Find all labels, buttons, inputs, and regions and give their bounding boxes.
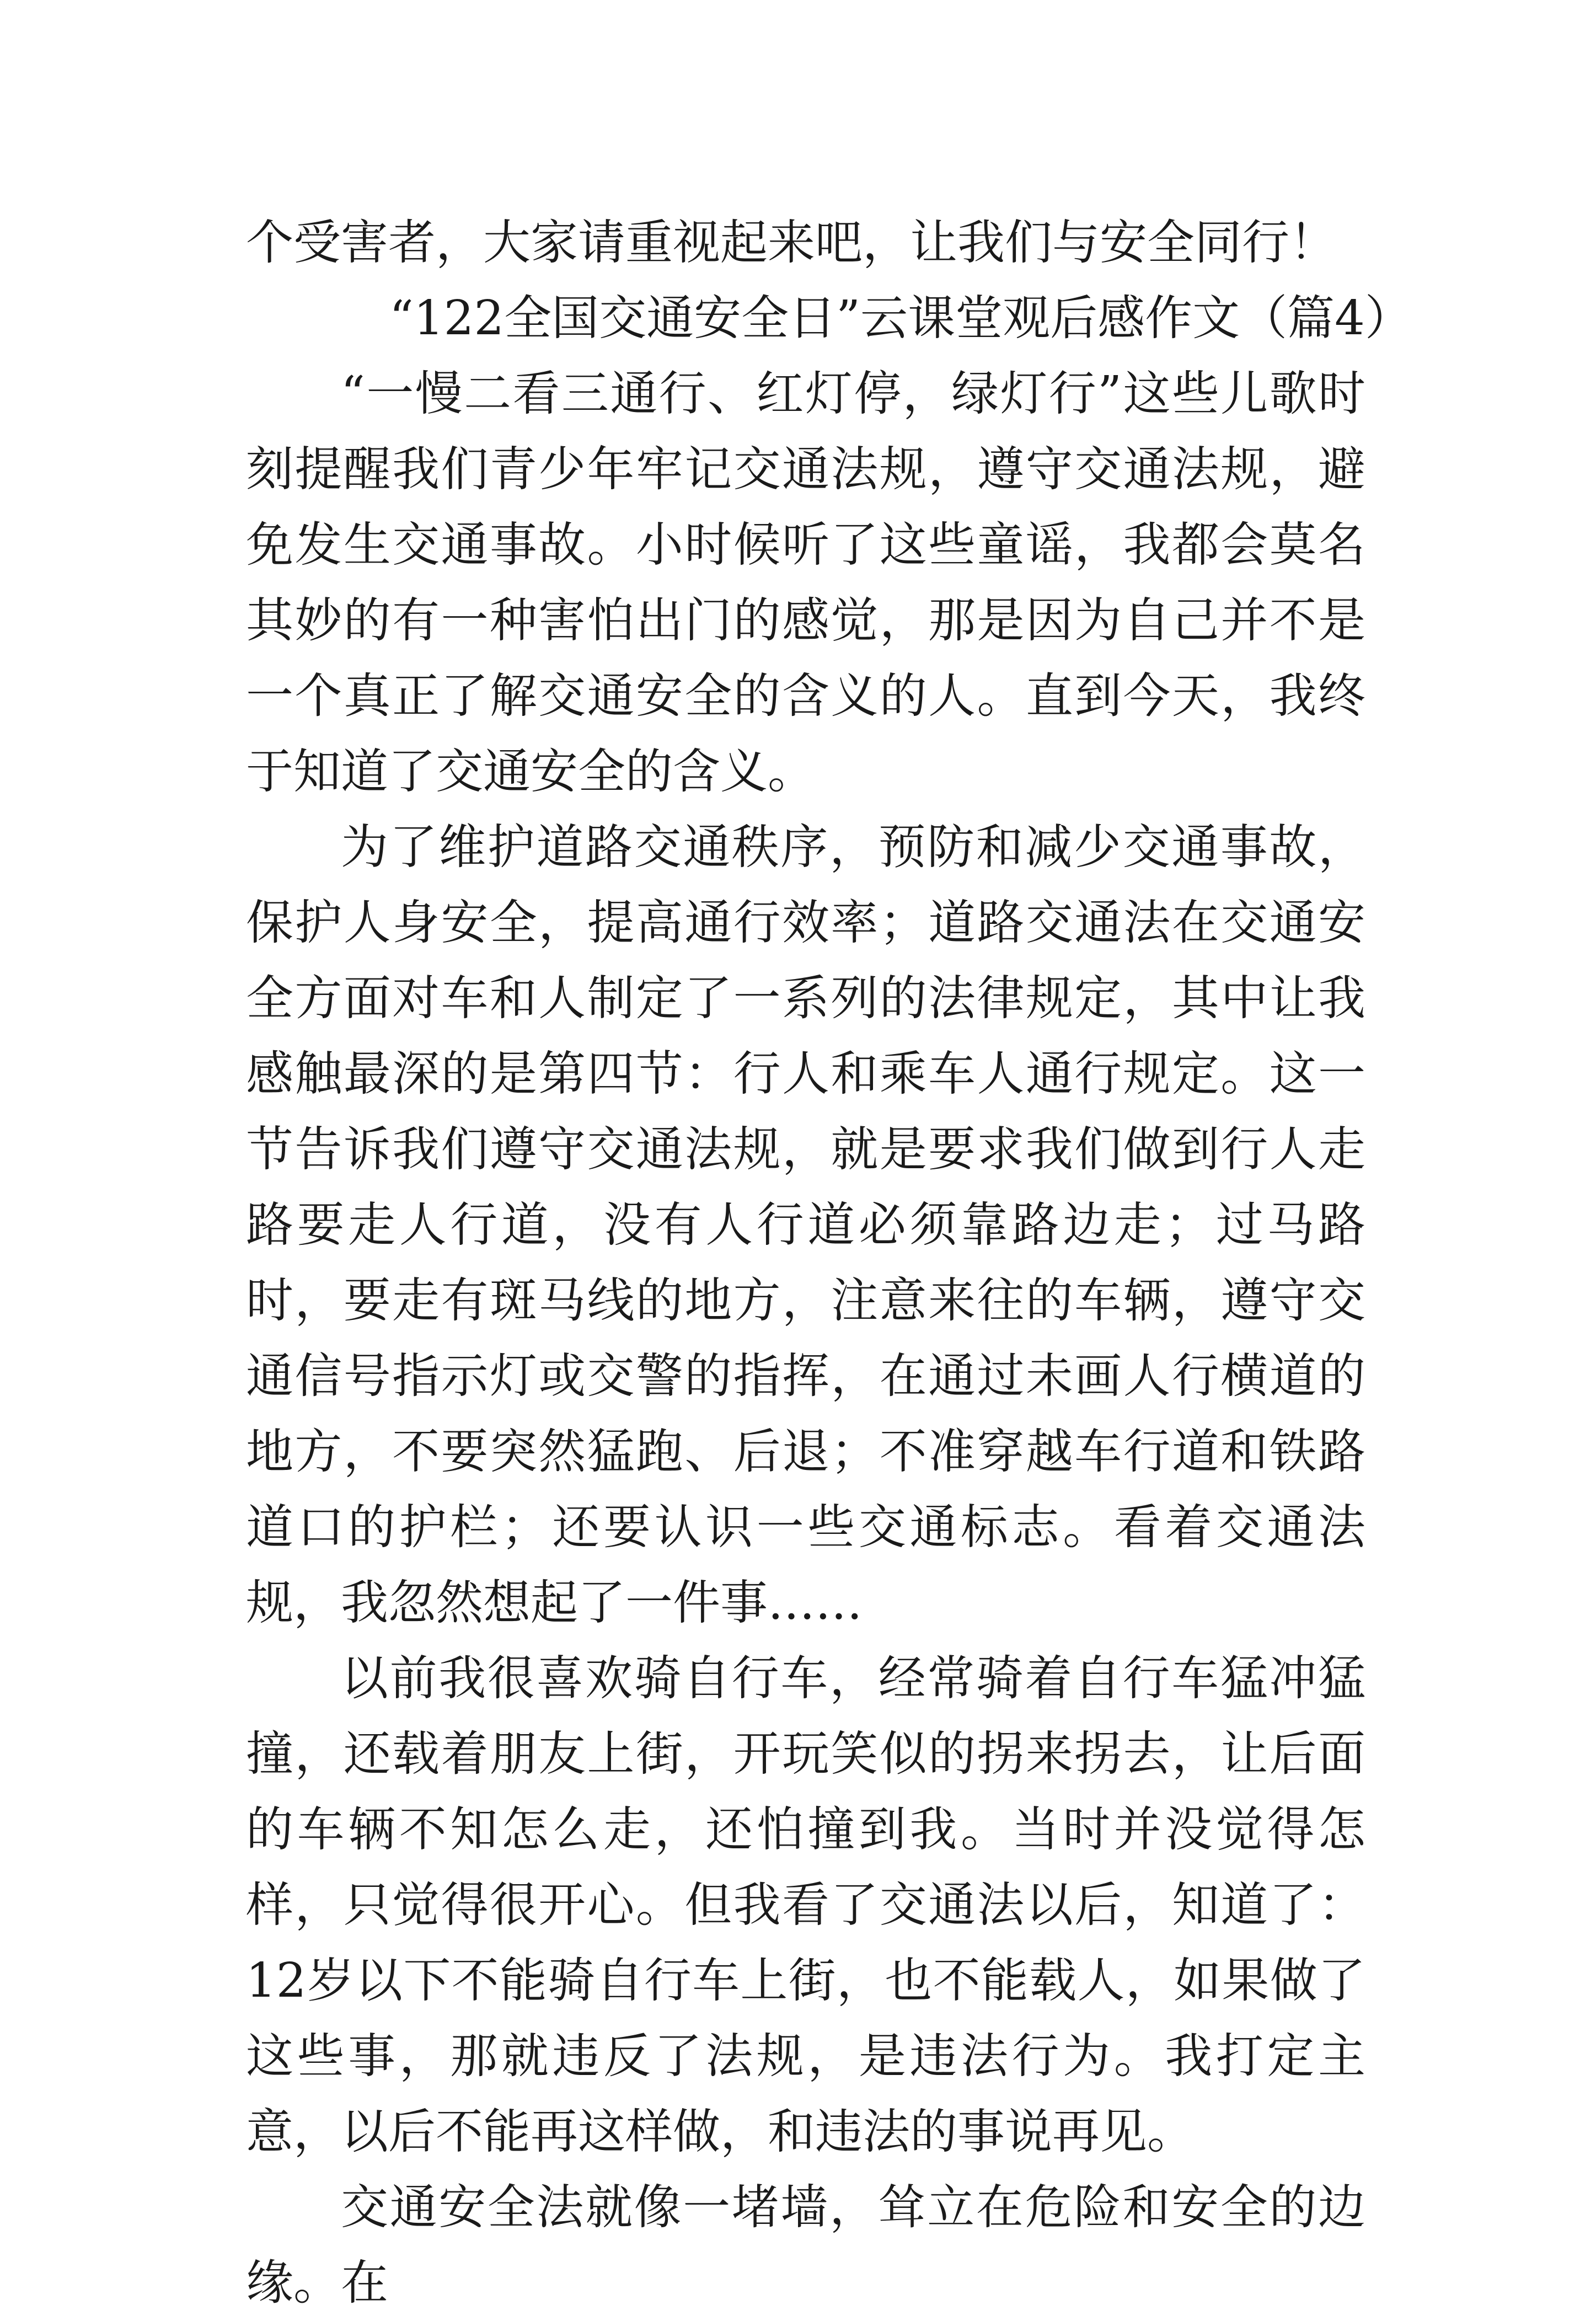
body-paragraph-3: 以前我很喜欢骑自行车，经常骑着自行车猛冲猛撞，还载着朋友上街，开玩笑似的拐来拐去，让后面的车辆不知怎么走，还怕撞到我。当时并没觉得怎样，只觉得很开心。但我看了交通法以后，知道了：12岁以下不能骑自行车上街，也不能载人，如果做了这些事，那就违反了法规，是违法行为。我打定主意，以后不能再这样做，和违法的事说再见。: [246, 1651, 1365, 2159]
body-paragraph-4: 交通安全法就像一堵墙，耸立在危险和安全的边缘。在: [246, 2180, 1365, 2311]
body-paragraph-1: “一慢二看三通行、红灯停，绿灯行”这些儿歌时刻提醒我们青少年牢记交通法规，遵守交通法规，避免发生交通事故。小时候听了这些童谣，我都会莫名其妙的有一种害怕出门的感觉，那是因为自己并不是一个真正了解交通安全的含义的人。直到今天，我终于知道了交通安全的含义。: [246, 366, 1365, 799]
document-body: [246, 205, 1412, 2321]
section-heading: “122全国交通安全日”云课堂观后感作文（篇4）: [389, 291, 1412, 346]
continuation-paragraph: 个受害者，大家请重视起来吧，让我们与安全同行！: [246, 215, 1337, 270]
body-paragraph-2: 为了维护道路交通秩序，预防和减少交通事故，保护人身安全，提高通行效率；道路交通法在交通安全方面对车和人制定了一系列的法律规定，其中让我感触最深的是第四节：行人和乘车人通行规定。这一节告诉我们遵守交通法规，就是要求我们做到行人走路要走人行道，没有人行道必须靠路边走；过马路时，要走有斑马线的地方，注意来往的车辆，遵守交通信号指示灯或交警的指挥，在通过未画人行横道的地方，不要突然猛跑、后退；不准穿越车行道和铁路道口的护栏；还要认识一些交通标志。看着交通法规，我忽然想起了一件事……: [246, 820, 1365, 1630]
